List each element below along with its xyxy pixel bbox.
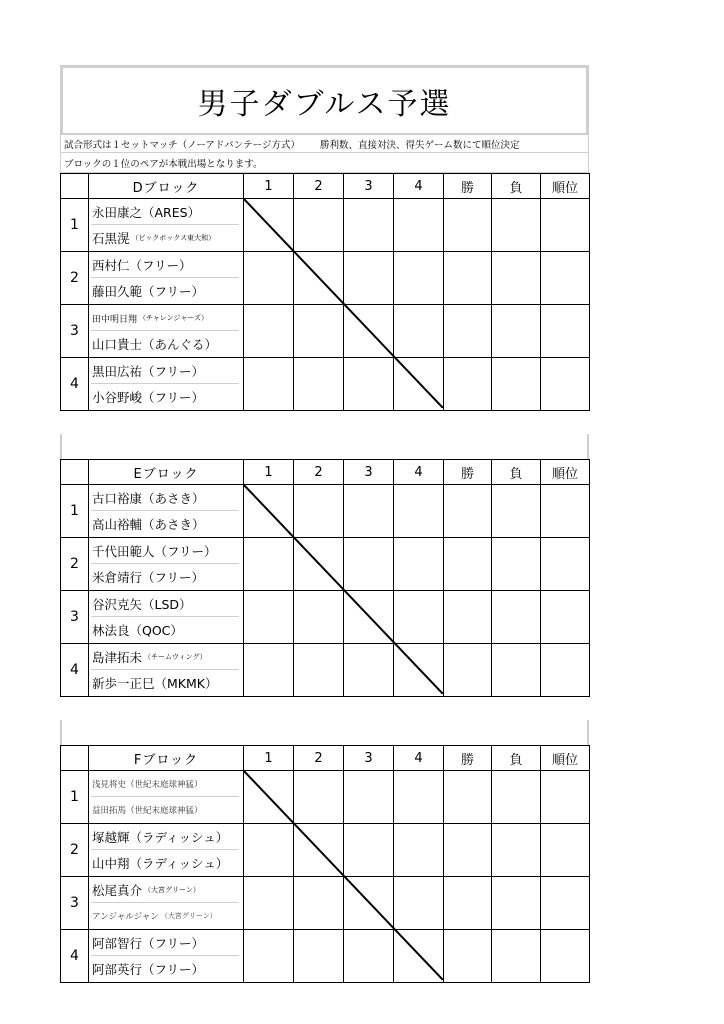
loss-header: 負 (492, 174, 541, 199)
score-cell[interactable] (394, 591, 444, 644)
score-cell[interactable] (394, 877, 444, 930)
win-header: 勝 (444, 174, 492, 199)
score-cell[interactable] (344, 877, 394, 930)
col-3-header: 3 (344, 174, 394, 199)
pair-row (61, 252, 590, 305)
player-2-name: 藤田久範（フリー） (92, 284, 205, 299)
page-title: 男子ダブルス予選 (197, 86, 452, 122)
pair-names (89, 358, 244, 411)
win-cell[interactable] (444, 930, 492, 983)
player-affiliation: （大宮グリーン） (144, 886, 200, 894)
loss-cell[interactable] (492, 877, 541, 930)
col-2-header: 2 (294, 746, 344, 771)
tournament-sheet (60, 65, 589, 1006)
pair-number: 4 (61, 358, 89, 411)
rules-note (60, 133, 589, 153)
loss-cell[interactable] (492, 644, 541, 697)
pair-row (61, 591, 590, 644)
rank-header: 順位 (541, 174, 590, 199)
rank-cell[interactable] (541, 252, 590, 305)
score-cell[interactable] (294, 358, 344, 411)
rank-cell[interactable] (541, 199, 590, 252)
loss-cell[interactable] (492, 930, 541, 983)
score-cell[interactable] (244, 358, 294, 411)
score-cell[interactable] (294, 199, 344, 252)
loss-cell[interactable] (492, 591, 541, 644)
score-cell[interactable] (344, 485, 394, 538)
score-cell[interactable] (244, 305, 294, 358)
col-1-header: 1 (244, 746, 294, 771)
score-cell[interactable] (244, 591, 294, 644)
score-cell[interactable] (294, 538, 344, 591)
win-cell[interactable] (444, 591, 492, 644)
win-cell[interactable] (444, 305, 492, 358)
pair-row (61, 877, 590, 930)
rank-header: 順位 (541, 460, 590, 485)
player-2-name: 林法良（QOC） (92, 623, 183, 638)
header-blank (61, 746, 89, 771)
pair-row (61, 199, 590, 252)
score-cell[interactable] (344, 644, 394, 697)
score-cell[interactable] (244, 199, 294, 252)
header-row (61, 746, 590, 771)
col-4-header: 4 (394, 460, 444, 485)
pair-row (61, 485, 590, 538)
loss-cell[interactable] (492, 771, 541, 824)
win-cell[interactable] (444, 877, 492, 930)
block-f-table (60, 745, 590, 983)
score-cell[interactable] (344, 824, 394, 877)
pair-names (89, 199, 244, 252)
player-1-name: 古口裕康（あさき） (89, 485, 243, 511)
player-2-name: 小谷野峻（フリー） (92, 390, 205, 405)
pair-number: 1 (61, 485, 89, 538)
pair-number: 4 (61, 930, 89, 983)
score-cell[interactable] (294, 485, 344, 538)
win-cell[interactable] (444, 252, 492, 305)
pair-names (89, 877, 244, 930)
score-cell[interactable] (244, 485, 294, 538)
advance-text: ブロックの１位のペアが本戦出場となります。 (64, 158, 263, 170)
loss-cell[interactable] (492, 538, 541, 591)
player-1-name: 黒田広祐（フリー） (89, 358, 243, 384)
header-blank (61, 460, 89, 485)
score-cell[interactable] (244, 538, 294, 591)
player-2-name: 高山裕輔（あさき） (92, 517, 205, 532)
score-cell[interactable] (244, 930, 294, 983)
rank-header: 順位 (541, 746, 590, 771)
score-cell[interactable] (394, 538, 444, 591)
loss-cell[interactable] (492, 199, 541, 252)
pair-number: 3 (61, 305, 89, 358)
pair-names (89, 252, 244, 305)
score-cell[interactable] (344, 252, 394, 305)
player-2-name: 益田拓馬（世紀末庭球神猛） (92, 806, 203, 816)
win-cell[interactable] (444, 824, 492, 877)
pair-names (89, 538, 244, 591)
pair-row (61, 824, 590, 877)
col-4-header: 4 (394, 746, 444, 771)
pair-row (61, 930, 590, 983)
win-header: 勝 (444, 460, 492, 485)
player-2-name: 山中翔（ラディッシュ） (92, 856, 229, 871)
loss-header: 負 (492, 746, 541, 771)
score-cell[interactable] (244, 771, 294, 824)
rank-cell[interactable] (541, 644, 590, 697)
player-2-name: 米倉靖行（フリー） (92, 570, 205, 585)
score-cell[interactable] (294, 824, 344, 877)
player-2-name: 阿部英行（フリー） (92, 962, 205, 977)
pair-names (89, 644, 244, 697)
win-cell[interactable] (444, 199, 492, 252)
player-1-name: 千代田範人（フリー） (89, 538, 243, 564)
score-cell[interactable] (344, 199, 394, 252)
win-cell[interactable] (444, 538, 492, 591)
block-f (60, 745, 589, 1006)
score-cell[interactable] (344, 358, 394, 411)
block-spacer (60, 720, 589, 745)
win-cell[interactable] (444, 644, 492, 697)
block-name: Fブロック (89, 746, 244, 771)
advance-note (60, 153, 589, 173)
loss-cell[interactable] (492, 305, 541, 358)
pair-number: 1 (61, 771, 89, 824)
player-2-name: 新歩一正巳（MKMK） (92, 676, 218, 691)
pair-number: 3 (61, 591, 89, 644)
player-1-name: 島津拓未 （チームウィング） (89, 644, 243, 670)
col-3-header: 3 (344, 460, 394, 485)
score-cell[interactable] (394, 771, 444, 824)
pair-number: 1 (61, 199, 89, 252)
pair-names (89, 771, 244, 824)
col-1-header: 1 (244, 174, 294, 199)
pair-row (61, 538, 590, 591)
header-row (61, 174, 590, 199)
player-1-name: 永田康之（ARES） (89, 199, 243, 225)
rank-cell[interactable] (541, 824, 590, 877)
player-affiliation: （ビックボックス東大和） (131, 234, 216, 242)
score-cell[interactable] (294, 252, 344, 305)
pair-names (89, 824, 244, 877)
score-cell[interactable] (244, 877, 294, 930)
score-cell[interactable] (394, 358, 444, 411)
score-cell[interactable] (394, 252, 444, 305)
block-d (60, 173, 589, 434)
pair-number: 2 (61, 824, 89, 877)
block-d-table (60, 173, 590, 411)
pair-names (89, 305, 244, 358)
score-cell[interactable] (394, 199, 444, 252)
loss-cell[interactable] (492, 252, 541, 305)
rank-cell[interactable] (541, 877, 590, 930)
score-cell[interactable] (394, 485, 444, 538)
player-affiliation: （チームウィング） (144, 653, 207, 661)
pair-number: 2 (61, 252, 89, 305)
score-cell[interactable] (294, 771, 344, 824)
score-cell[interactable] (394, 824, 444, 877)
rank-cell[interactable] (541, 930, 590, 983)
pair-names (89, 930, 244, 983)
pair-row (61, 305, 590, 358)
rank-cell[interactable] (541, 305, 590, 358)
rule-ranking-text: 勝利数、直接対決、得失ゲーム数にて順位決定 (319, 139, 520, 151)
score-cell[interactable] (294, 305, 344, 358)
loss-cell[interactable] (492, 358, 541, 411)
block-name: Eブロック (89, 460, 244, 485)
rank-cell[interactable] (541, 538, 590, 591)
score-cell[interactable] (244, 252, 294, 305)
player-1-name: 阿部智行（フリー） (89, 930, 243, 956)
score-cell[interactable] (294, 877, 344, 930)
score-cell[interactable] (344, 930, 394, 983)
player-1-name: 田中明日翔 （チャレンジャーズ） (89, 305, 243, 331)
block-name: Dブロック (89, 174, 244, 199)
col-3-header: 3 (344, 746, 394, 771)
pair-number: 4 (61, 644, 89, 697)
loss-header: 負 (492, 460, 541, 485)
header-row (61, 460, 590, 485)
pair-row (61, 358, 590, 411)
pair-number: 3 (61, 877, 89, 930)
score-cell[interactable] (394, 930, 444, 983)
rank-cell[interactable] (541, 771, 590, 824)
loss-cell[interactable] (492, 824, 541, 877)
score-cell[interactable] (294, 591, 344, 644)
score-cell[interactable] (244, 824, 294, 877)
col-2-header: 2 (294, 174, 344, 199)
title-box (60, 65, 589, 133)
player-1-name: 塚越輝（ラディッシュ） (89, 824, 243, 850)
player-affiliation: （チャレンジャーズ） (139, 314, 208, 322)
win-cell[interactable] (444, 358, 492, 411)
score-cell[interactable] (244, 644, 294, 697)
player-2-name: アンジャルジャン （大宮グリーン） (92, 912, 217, 922)
score-cell[interactable] (344, 305, 394, 358)
score-cell[interactable] (394, 644, 444, 697)
score-cell[interactable] (344, 538, 394, 591)
win-header: 勝 (444, 746, 492, 771)
player-affiliation: （大宮グリーン） (160, 912, 217, 920)
col-2-header: 2 (294, 460, 344, 485)
score-cell[interactable] (294, 930, 344, 983)
pair-names (89, 591, 244, 644)
player-2-name: 石黒滉 （ビックボックス東大和） (92, 231, 216, 246)
score-cell[interactable] (344, 771, 394, 824)
loss-cell[interactable] (492, 485, 541, 538)
block-e (60, 459, 589, 720)
header-blank (61, 174, 89, 199)
pair-row (61, 644, 590, 697)
rank-cell[interactable] (541, 358, 590, 411)
score-cell[interactable] (394, 305, 444, 358)
player-1-name: 松尾真介 （大宮グリーン） (89, 877, 243, 903)
pair-number: 2 (61, 538, 89, 591)
rank-cell[interactable] (541, 485, 590, 538)
player-1-name: 浅見将史（世紀末庭球神猛） (89, 771, 243, 797)
player-1-name: 谷沢克矢（LSD） (89, 591, 243, 617)
col-4-header: 4 (394, 174, 444, 199)
rank-cell[interactable] (541, 591, 590, 644)
col-1-header: 1 (244, 460, 294, 485)
win-cell[interactable] (444, 771, 492, 824)
score-cell[interactable] (344, 591, 394, 644)
block-spacer (60, 434, 589, 459)
block-e-table (60, 459, 590, 697)
player-2-name: 山口貴士（あんぐる） (92, 337, 218, 352)
score-cell[interactable] (294, 644, 344, 697)
pair-names (89, 485, 244, 538)
win-cell[interactable] (444, 485, 492, 538)
pair-row (61, 771, 590, 824)
player-1-name: 西村仁（フリー） (89, 252, 243, 278)
rule-format-text: 試合形式は１セットマッチ（ノーアドバンテージ方式） (64, 139, 300, 151)
